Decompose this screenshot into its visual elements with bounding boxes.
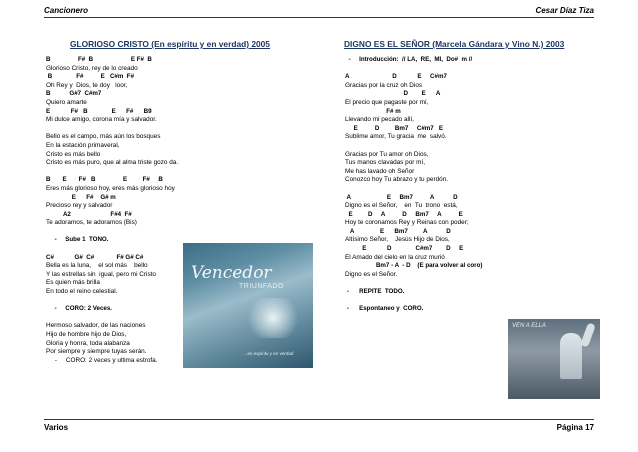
album-title: Vencedor xyxy=(191,263,272,283)
header-right: Cesar Díaz Tiza xyxy=(535,6,594,15)
chord-line: E F# B E F# B9 xyxy=(46,107,152,115)
lyric-line: Tus manos clavadas por mí, xyxy=(345,159,426,167)
lyric-line: Gloria y honra, toda alabanza xyxy=(46,339,130,347)
song2-title xyxy=(344,39,564,49)
blank-line xyxy=(345,65,600,74)
lyric-line: Y las estrellas sin igual, pero mi Cristo xyxy=(46,270,156,278)
chord-line: A E Bm7 A D xyxy=(345,227,451,235)
lyric-line: Altísimo Señor, Jesús Hijo de Dios, xyxy=(345,236,450,244)
lyric-line: En todo el reino celestial. xyxy=(46,288,118,296)
footer-rule xyxy=(44,419,594,420)
photo-text: VEN A ELLA xyxy=(512,323,546,329)
lyric-line: El Amado del cielo en la cruz murió xyxy=(345,253,445,261)
performance-note: - Introducción: // LA, RE, MI, Do# m // xyxy=(345,56,473,63)
chord-line: B F# E C#m F# xyxy=(46,73,135,81)
lyric-line: Por siempre y siempre tuyas serán. xyxy=(46,348,147,356)
lyric-line: Es quien más brilla xyxy=(46,279,100,287)
lyric-line: Llevando mi pecado allí, xyxy=(345,116,414,124)
lyric-line: Precioso rey y salvador xyxy=(46,202,113,210)
chord-line: D E A xyxy=(345,90,441,98)
photo-raised-arm xyxy=(580,322,596,347)
worship-photo xyxy=(508,319,600,399)
chord-line: B F# B E F# B xyxy=(46,56,152,63)
chord-line: A2 F#4 F# xyxy=(46,210,132,218)
lyric-line: Hermoso salvador, de las naciones xyxy=(46,322,146,330)
album-glow xyxy=(243,298,303,338)
lyric-line: Mi dulce amigo, corona mía y salvador. xyxy=(46,116,157,124)
lyric-line: Gracias por Tu amor oh Dios, xyxy=(345,150,429,158)
chord-line: E D A D Bm7 A E xyxy=(345,210,463,218)
blank-line xyxy=(345,297,600,306)
lyric-line: Glorioso Cristo, rey de lo creado xyxy=(46,64,138,72)
chord-line: A E Bm7 A D xyxy=(345,193,458,201)
song2-subtitle: (Marcela Gándara y Vino N.) 2003 xyxy=(429,39,565,49)
performance-note: - REPITE TODO. xyxy=(345,288,405,296)
footer-left: Varios xyxy=(44,423,69,432)
chord-line: E D Bm7 C#m7 E xyxy=(345,124,443,132)
blank-line xyxy=(46,125,316,134)
lyric-line: Digno es el Señor, en Tu trono está, xyxy=(345,202,458,210)
lyric-line: El precio que pagaste por mí, xyxy=(345,98,429,106)
header-left: Cancionero xyxy=(44,6,89,15)
song1-title xyxy=(70,39,270,49)
album-footnote: …en espíritu y en verdad xyxy=(243,351,294,356)
chord-line: Bm7 - A - D (E para volver al coro) xyxy=(345,262,483,270)
lyric-line: Bella es la luna, el sol más bello xyxy=(46,262,148,270)
performance-note: - CORO: 2 Veces. xyxy=(46,305,113,313)
song1-subtitle: (En espíritu y en verdad) 2005 xyxy=(148,39,270,49)
album-cover-image xyxy=(183,243,313,368)
blank-line xyxy=(46,228,316,237)
blank-line xyxy=(345,279,600,288)
lyric-line: Quiero amarte xyxy=(46,98,87,106)
lyric-line: Me has lavado oh Señor xyxy=(345,167,415,175)
lyric-line: Cristo es más bello xyxy=(46,150,101,158)
page-header xyxy=(44,4,594,18)
chord-line: B G#7 C#m7 xyxy=(46,90,102,98)
lyric-line: Hijo de hombre hijo de Dios, xyxy=(46,331,127,338)
chord-line: E D C#m7 D E xyxy=(345,245,464,253)
blank-line xyxy=(46,168,316,177)
performance-note: - Sube 1 TONO. xyxy=(46,236,109,244)
footer-page-number: Página 17 xyxy=(556,423,594,432)
performance-note: - Espontaneo y CORO. xyxy=(345,305,424,313)
song2-body xyxy=(345,56,600,314)
lyric-line: Te adoramos, te adoramos (Bis) xyxy=(46,219,137,227)
lyric-line: Gracias por la cruz oh Dios xyxy=(345,81,423,89)
chord-line: F# m xyxy=(345,107,401,115)
lyric-line: En la estación primaveral, xyxy=(46,141,120,149)
lyric-line: Bello es el campo, más aún los bosques xyxy=(46,133,161,141)
photo-figure xyxy=(560,333,582,379)
lyric-line: Conozco hoy Tu abrazo y tu perdón. xyxy=(345,176,449,184)
chord-line: E F# G# m xyxy=(46,193,116,201)
chord-line: C# G# C# F# G# C# xyxy=(46,253,144,261)
chord-line: A D E C#m7 xyxy=(345,73,447,81)
blank-line xyxy=(345,185,600,194)
lyric-line: Cristo es más puro, que al alma triste gozo da. xyxy=(46,159,179,167)
song1-name: GLORIOSO CRISTO xyxy=(70,39,149,49)
lyric-line: Hoy te coronamos Rey y Reinas con poder; xyxy=(345,219,469,227)
performance-note: - CORO: 2 veces y ultima estrofa. xyxy=(46,356,158,364)
lyric-line: Sublime amor, Tu gracia me salvó. xyxy=(345,133,447,141)
blank-line xyxy=(345,142,600,151)
lyric-line: Oh Rey y Dios, te doy loor, xyxy=(46,81,128,89)
lyric-line: Digno es el Señor. xyxy=(345,270,398,278)
header-rule xyxy=(44,17,594,18)
song2-name: DIGNO ES EL SEÑOR xyxy=(344,39,430,49)
album-subtitle: TRIUNFADO xyxy=(239,283,284,290)
lyric-line: Eres más glorioso hoy, eres más glorioso hoy xyxy=(46,184,175,192)
chord-line: B E F# B E F# B xyxy=(46,176,163,184)
